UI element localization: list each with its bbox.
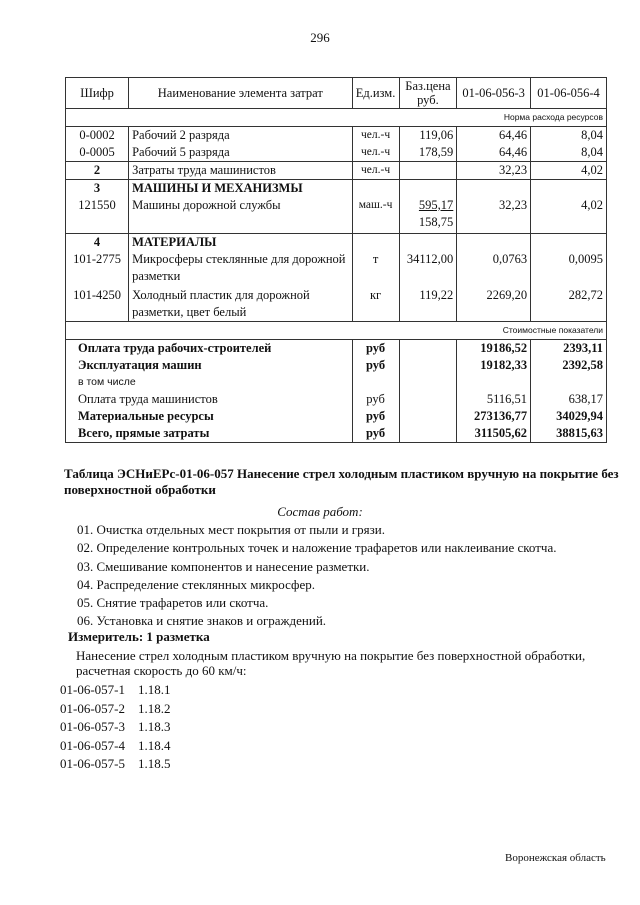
code-item: [60, 755, 610, 774]
section-row-materials: [66, 234, 607, 252]
row-code: 101-4250: [66, 287, 129, 322]
cost-value-2: 38815,63: [531, 425, 607, 443]
row-name: Затраты труда машинистов: [129, 162, 352, 180]
cost-label: Материальные ресурсы: [66, 408, 353, 425]
table-row: [66, 162, 607, 180]
row-value-2: 4,02: [531, 162, 607, 180]
cost-value-1: 19182,33: [457, 357, 531, 374]
header-name: Наименование элемента затрат: [129, 78, 352, 109]
cost-label: в том числе: [66, 374, 353, 391]
row-name: МАТЕРИАЛЫ: [129, 234, 352, 252]
row-value-1: 64,46: [457, 144, 531, 162]
code-value: 01-06-057-4: [60, 737, 125, 753]
code-value: 01-06-057-1: [60, 682, 125, 697]
page-number: 296: [310, 30, 330, 45]
row-code: 0-0005: [66, 144, 129, 162]
band-costs-row: [66, 322, 607, 340]
table-row: [66, 287, 607, 322]
cost-row: [66, 357, 607, 374]
code-item: [60, 718, 610, 737]
cost-value-1: 311505,62: [457, 425, 531, 443]
work-item: 05. Снятие трафаретов или скотча.: [77, 595, 269, 611]
header-col-056-4: 01-06-056-4: [531, 78, 607, 109]
band-costs-label: Стоимостные показатели: [66, 322, 607, 340]
code-item: [60, 681, 610, 700]
code-value: 01-06-057-2: [60, 700, 125, 716]
table-row: [66, 127, 607, 145]
row-value-2: 0,0095: [531, 251, 607, 287]
code-ref: 1.18.4: [138, 737, 171, 753]
cost-unit: руб: [352, 408, 399, 425]
cost-unit: руб: [352, 425, 399, 443]
cost-row: [66, 340, 607, 358]
cost-value-2: 2392,58: [531, 357, 607, 374]
row-code: 0-0002: [66, 127, 129, 145]
row-value-2: 8,04: [531, 144, 607, 162]
work-item: 06. Установка и снятие знаков и ограждений.: [77, 613, 327, 629]
row-value-1: 32,23: [457, 197, 531, 234]
code-value: 01-06-057-3: [60, 719, 125, 734]
row-name: Холодный пластик для дорожной разметки, цвет белый: [129, 287, 352, 322]
cost-unit: руб: [352, 391, 399, 408]
composition-heading: Состав работ:: [277, 504, 363, 519]
region-footer: Воронежская область: [505, 852, 606, 864]
header-col-056-3: 01-06-056-3: [457, 78, 531, 109]
table-row: [66, 144, 607, 162]
cost-label: Эксплуатация машин: [66, 357, 353, 374]
row-price: 119,22: [399, 287, 457, 322]
row-value-2: 8,04: [531, 127, 607, 145]
row-code: 2: [66, 162, 129, 180]
cost-unit: руб: [352, 357, 399, 374]
work-item: 04. Распределение стеклянных микросфер.: [77, 576, 315, 592]
cost-value-1: 273136,77: [457, 408, 531, 425]
code-ref: 1.18.3: [138, 719, 171, 734]
cost-value-1: 19186,52: [457, 340, 531, 358]
section-title: Таблица ЭСНиЕРс-01-06-057 Нанесение стрел холодным пластиком вручную на покрытие без поверхностной обработки: [64, 466, 619, 497]
code-item: [60, 737, 610, 756]
band-norms-row: [66, 109, 607, 127]
row-name: Рабочий 2 разряда: [129, 127, 352, 145]
row-code: 4: [66, 234, 129, 252]
section-row-machines: [66, 180, 607, 198]
table-row: [66, 251, 607, 287]
code-ref: 1.18.5: [138, 756, 171, 771]
band-norms-label: Норма расхода ресурсов: [66, 109, 607, 127]
work-item: 03. Смешивание компонентов и нанесение разметки.: [77, 558, 370, 574]
row-name: МАШИНЫ И МЕХАНИЗМЫ: [129, 180, 352, 198]
meter-label: Измеритель: 1 разметка: [68, 629, 210, 644]
row-value-2: 4,02: [531, 197, 607, 234]
row-value-2: 282,72: [531, 287, 607, 322]
row-code: 101-2775: [66, 251, 129, 287]
table-row: [66, 197, 607, 234]
header-unit: Ед.изм.: [352, 78, 399, 109]
work-item: 01. Очистка отдельных мест покрытия от пыли и грязи.: [77, 522, 385, 537]
code-ref: 1.18.2: [138, 700, 171, 716]
works-list: [77, 521, 627, 631]
code-value: 01-06-057-5: [60, 756, 125, 771]
cost-unit: руб: [352, 340, 399, 358]
row-unit: кг: [352, 287, 399, 322]
table-header-row: [66, 78, 607, 109]
row-unit: чел.-ч: [352, 162, 399, 180]
row-value-1: 64,46: [457, 127, 531, 145]
norm-description: Нанесение стрел холодным пластиком вручную на покрытие без поверхностной обработки, расчетная скорость до 60 км/ч:: [76, 648, 586, 678]
row-unit: чел.-ч: [352, 144, 399, 162]
cost-row: [66, 391, 607, 408]
code-item: [60, 700, 610, 719]
cost-value-2: 34029,94: [531, 408, 607, 425]
row-name: Микросферы стеклянные для дорожной разметки: [129, 251, 352, 287]
cost-row: [66, 408, 607, 425]
row-unit: маш.-ч: [352, 197, 399, 234]
row-value-1: 0,0763: [457, 251, 531, 287]
cost-label: Оплата труда рабочих-строителей: [66, 340, 353, 358]
row-price: 34112,00: [399, 251, 457, 287]
row-unit: т: [352, 251, 399, 287]
code-ref: 1.18.1: [138, 682, 171, 697]
row-code: 121550: [66, 197, 129, 234]
row-unit: чел.-ч: [352, 127, 399, 145]
row-price-main: 595,17: [418, 198, 454, 212]
row-price-secondary: 158,75: [418, 215, 454, 229]
cost-value-1: 5116,51: [457, 391, 531, 408]
row-value-1: 2269,20: [457, 287, 531, 322]
cost-row: [66, 374, 607, 391]
row-name: Машины дорожной службы: [129, 197, 352, 234]
codes-list: [60, 681, 610, 774]
cost-label: Всего, прямые затраты: [66, 425, 353, 443]
cost-label: Оплата труда машинистов: [66, 391, 353, 408]
cost-value-2: 2393,11: [531, 340, 607, 358]
row-price: 119,06: [399, 127, 457, 145]
header-price: Баз.цена руб.: [399, 78, 457, 109]
row-price: [399, 197, 457, 234]
cost-row-total: [66, 425, 607, 443]
row-name: Рабочий 5 разряда: [129, 144, 352, 162]
cost-value-2: 638,17: [531, 391, 607, 408]
work-item: 02. Определение контрольных точек и наложение трафаретов или наклеивание скотча.: [77, 540, 557, 556]
resource-table: [65, 77, 607, 443]
row-code: 3: [66, 180, 129, 198]
row-price: 178,59: [399, 144, 457, 162]
row-value-1: 32,23: [457, 162, 531, 180]
header-code: Шифр: [66, 78, 129, 109]
row-price: [399, 162, 457, 180]
